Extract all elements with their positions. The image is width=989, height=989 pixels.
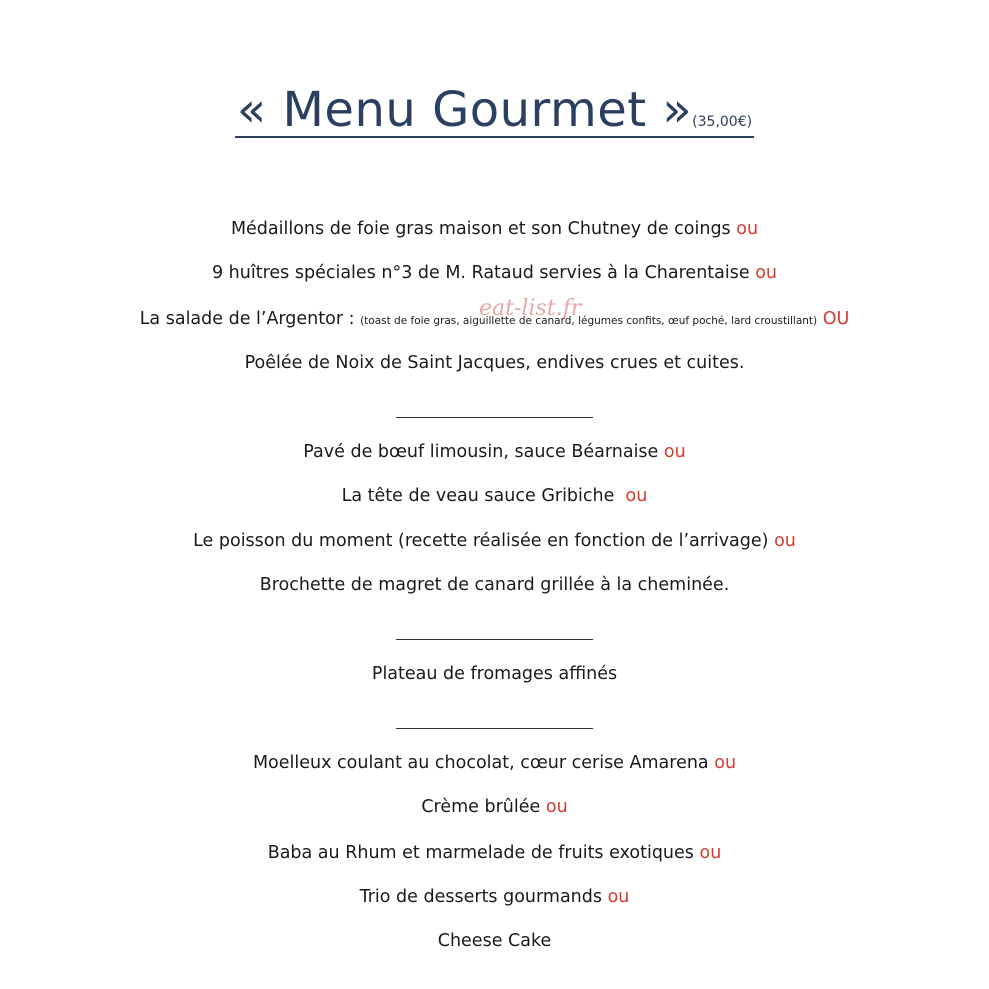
menu-title xyxy=(0,82,989,138)
dessert-item-5 xyxy=(0,933,989,951)
entree-item-1 xyxy=(0,221,989,239)
or-connector: ou xyxy=(736,219,759,239)
menu-price: (35,00€) xyxy=(692,114,753,130)
plat-item-2-text: La tête de veau sauce Gribiche xyxy=(341,486,615,506)
watermark-logo: eat-list.fr xyxy=(479,296,582,321)
or-connector: OU xyxy=(822,309,850,329)
or-connector: ou xyxy=(714,753,737,773)
or-connector: ou xyxy=(663,442,686,462)
or-connector: ou xyxy=(545,797,568,817)
dessert-item-1 xyxy=(0,755,989,773)
or-connector: ou xyxy=(699,843,722,863)
dessert-item-3-text: Baba au Rhum et marmelade de fruits exotiques xyxy=(267,843,694,863)
section-divider xyxy=(396,639,593,640)
dessert-item-3 xyxy=(0,845,989,863)
section-divider xyxy=(396,417,593,418)
or-connector: ou xyxy=(774,531,796,551)
plat-item-4-text: Brochette de magret de canard grillée à la cheminée. xyxy=(259,575,730,595)
menu-title-underlined xyxy=(235,82,754,138)
plat-item-2 xyxy=(0,488,989,506)
entree-item-2 xyxy=(0,265,989,283)
entree-item-4 xyxy=(0,355,989,373)
dessert-item-5-text: Cheese Cake xyxy=(437,931,552,951)
dessert-item-2 xyxy=(0,799,989,817)
fromage-item xyxy=(0,666,989,684)
dessert-item-4 xyxy=(0,889,989,907)
dessert-item-4-text: Trio de desserts gourmands xyxy=(359,887,602,907)
entree-item-4-text: Poêlée de Noix de Saint Jacques, endives crues et cuites. xyxy=(244,353,745,373)
dessert-item-2-text: Crème brûlée xyxy=(421,797,541,817)
entree-item-3-detail: (toast de foie gras, aiguillette de canard, légumes confits, œuf poché, lard croustillant) xyxy=(360,315,818,327)
entree-item-1-text: Médaillons de foie gras maison et son Chutney de coings xyxy=(230,219,731,239)
section-divider xyxy=(396,728,593,729)
plat-item-4 xyxy=(0,577,989,595)
or-connector: ou xyxy=(755,263,778,283)
plat-item-1-text: Pavé de bœuf limousin, sauce Béarnaise xyxy=(303,442,659,462)
plat-item-3 xyxy=(0,533,989,551)
fromage-item-text: Plateau de fromages affinés xyxy=(371,664,618,684)
plat-item-3-text: Le poisson du moment (recette réalisée en fonction de l’arrivage) xyxy=(193,531,769,551)
or-connector: ou xyxy=(607,887,630,907)
or-connector: ou xyxy=(625,486,648,506)
plat-item-1 xyxy=(0,444,989,462)
entree-item-3-text: La salade de l’Argentor : xyxy=(139,309,361,329)
entree-item-2-text: 9 huîtres spéciales n°3 de M. Rataud servies à la Charentaise xyxy=(211,263,750,283)
dessert-item-1-text: Moelleux coulant au chocolat, cœur cerise Amarena xyxy=(252,753,709,773)
menu-title-text: « Menu Gourmet » xyxy=(236,82,693,138)
